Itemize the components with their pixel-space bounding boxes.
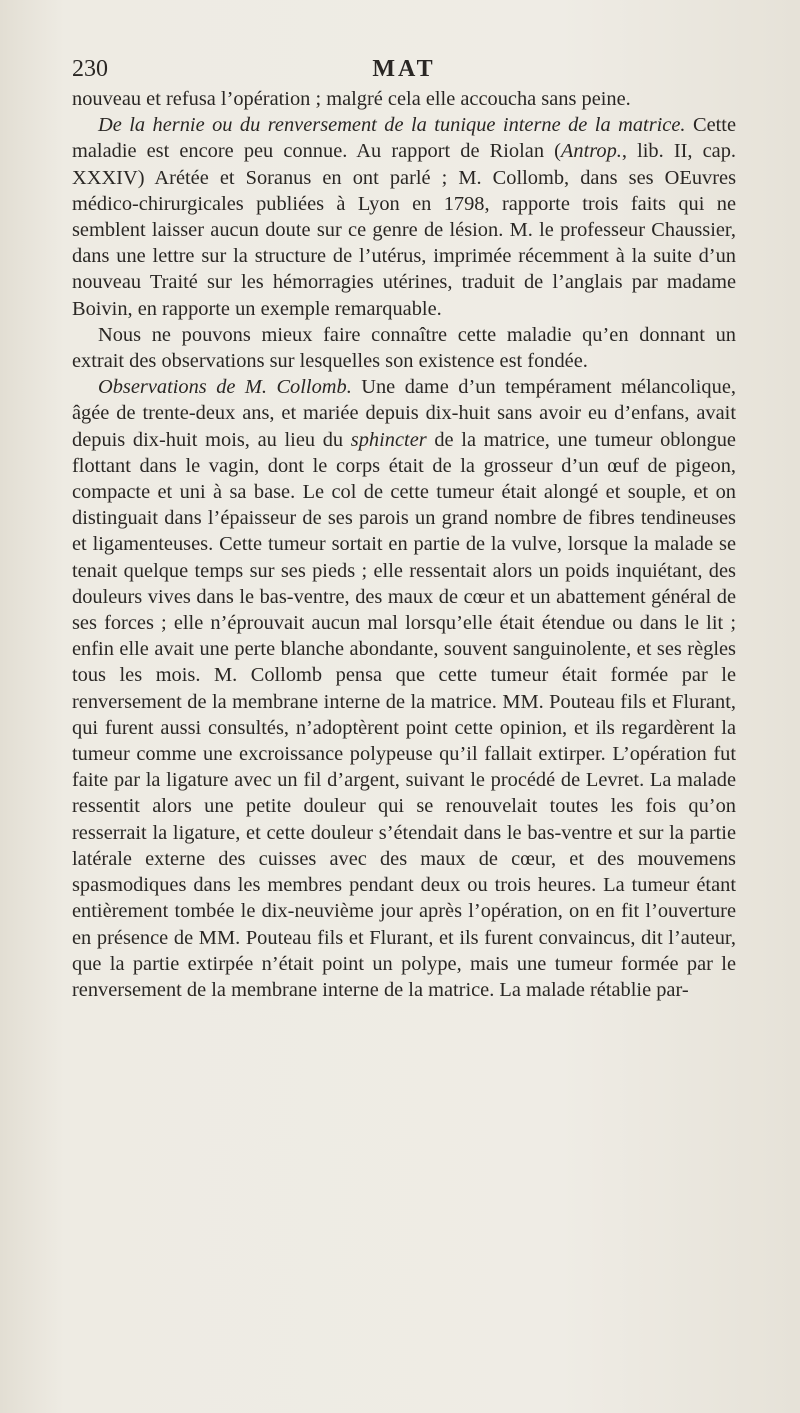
paragraph-observations	[72, 374, 736, 1003]
citation-italic: Antrop.	[560, 140, 622, 163]
text-run: Une dame d’un tempérament mélancolique, âgée de trente-deux ans, et mariée depuis dix-huit sans avoir eu d’enfans, avait depuis dix-huit mois, au lieu du	[72, 376, 736, 451]
body-text	[72, 86, 736, 1003]
paragraph-intro-observations	[72, 322, 736, 374]
term-italic: sphincter	[350, 428, 427, 451]
paragraph-hernie	[72, 112, 736, 322]
paragraph-continuation	[72, 86, 736, 112]
text-run: Nous ne pouvons mieux faire connaître cette maladie qu’en donnant un extrait des observations sur lesquelles son existence est fondée.	[72, 323, 736, 373]
running-head	[72, 52, 736, 86]
text-run: Cette maladie est encore peu connue. Au rapport de Riolan (	[72, 114, 736, 163]
page-number: 230	[72, 56, 108, 82]
text-run: , lib. II, cap. XXXIV) Arétée et Soranus en ont parlé ; M. Collomb, dans ses OEuvres médico-chirurgicales publiées à Lyon en 1798, rapporte trois faits qui ne semblent laisser aucun doute sur ce genre de lésion. M. le professeur Chaussier, dans une lettre sur la structure de l’utérus, imprimée récemment à la suite d’un nouveau Traité sur les hémorragies utérines, traduit de l’anglais par madame Boivin, en rapporte un exemple remarquable.	[72, 140, 736, 320]
section-heading-italic: Observations de M. Collomb.	[98, 376, 352, 399]
running-title: MAT	[372, 56, 436, 82]
text-run: de la matrice, une tumeur oblongue flottant dans le vagin, dont le corps était de la grosseur d’un œuf de pigeon, compacte et uni à sa base. Le col de cette tumeur était alongé et souple, et on distinguait dans l’épaisseur de ses parois un grand nombre de fibres tendineuses et ligamenteuses. Cette tumeur sortait en partie de la vulve, lorsque la malade se tenait quelque temps sur ses pieds ; elle ressentait alors un poids inquiétant, des douleurs vives dans le bas-ventre, des maux de cœur et un abattement général de ses forces ; elle n’éprouvait aucun mal lorsqu’elle était étendue ou dans le lit ; enfin elle avait une perte blanche abondante, souvent sanguinolente, et ses règles tous les mois. M. Collomb pensa que cette tumeur était formée par le renversement de la membrane interne de la matrice. MM. Pouteau fils et Flurant, qui furent aussi consultés, n’adoptèrent point cette opinion, et ils regardèrent la tumeur comme une excroissance polypeuse qu’il fallait extirper. L’opération fut faite par la ligature avec un fil d’argent, suivant le procédé de Levret. La malade ressentit alors une petite douleur qui se renouvelait toutes les fois qu’on resserrait la ligature, et cette douleur s’étendait dans le bas-ventre et sur la partie latérale externe des cuisses avec des maux de cœur, et des mouvemens spasmodiques dans les membres pendant deux ou trois heures. La tumeur étant entièrement tombée le dix-neuvième jour après l’opération, on en fit l’ouverture en présence de MM. Pouteau fils et Flurant, et ils furent convaincus, dit l’auteur, que la partie extirpée n’était point un polype, mais une tumeur formée par le renversement de la membrane interne de la matrice. La malade rétablie par-	[72, 428, 736, 1001]
section-heading-italic: De la hernie ou du renversement de la tunique interne de la matrice.	[98, 114, 686, 137]
text-run: nouveau et refusa l’opération ; malgré cela elle accoucha sans peine.	[72, 88, 631, 110]
